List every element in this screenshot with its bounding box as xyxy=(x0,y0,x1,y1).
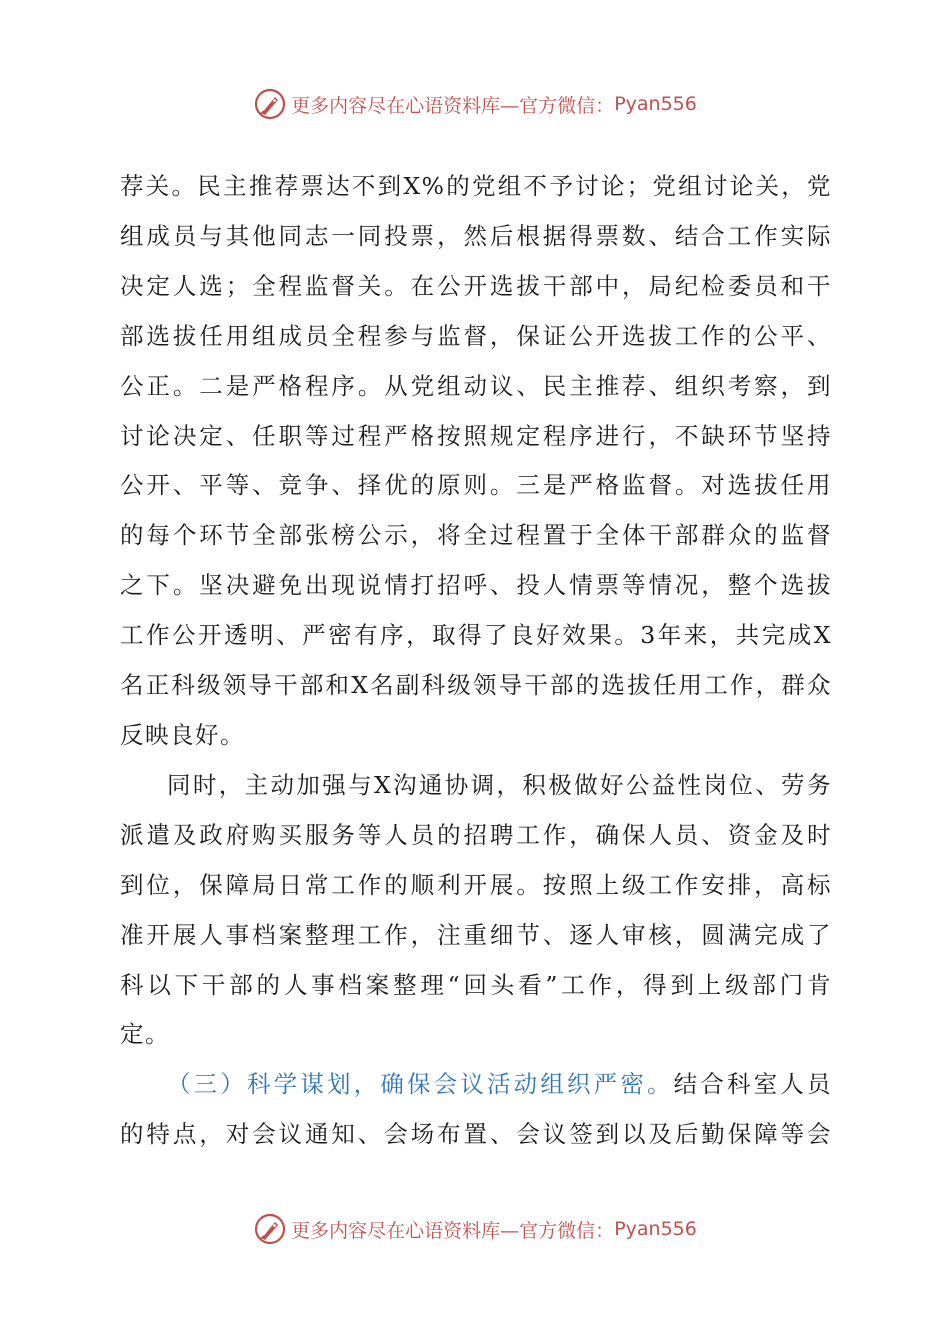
p2-line: 准开展人事档案整理工作，注重细节、逐人审核，圆满完成了 xyxy=(120,920,832,949)
banner-official: 官方微信： xyxy=(519,94,615,117)
p2-line: 同时，主动加强与X沟通协调，积极做好公益性岗位、劳务 xyxy=(167,770,832,799)
p1-line: 讨论决定、任职等过程严格按照规定程序进行，不缺环节坚持 xyxy=(120,421,832,450)
p1-line: 公正。二是严格程序。从党组动议、民主推荐、组织考察，到 xyxy=(120,371,832,400)
pen-nib-logo-icon xyxy=(253,87,287,121)
pen-nib-logo-icon xyxy=(253,1212,287,1246)
banner-text: 更多内容尽在心语资料库— xyxy=(291,94,520,117)
p1-line: 公开、平等、竞争、择优的原则。三是严格监督。对选拔任用 xyxy=(120,471,832,500)
p1-line: 荐关。民主推荐票达不到X%的党组不予讨论；党组讨论关，党 xyxy=(120,172,832,200)
banner-wechat-id: Pyan556 xyxy=(614,1218,697,1240)
p1-line: 组成员与其他同志一同投票，然后根据得票数、结合工作实际 xyxy=(120,221,832,250)
header-banner xyxy=(0,84,950,124)
p1-line: 部选拔任用组成员全程参与监督，保证公开选拔工作的公平、 xyxy=(120,321,832,350)
p1-line: 的每个环节全部张榜公示，将全过程置于全体干部群众的监督 xyxy=(120,521,832,550)
paragraph-2 xyxy=(120,761,832,1060)
p3-line: 结合科室人员 xyxy=(673,1070,833,1099)
p1-line: 工作公开透明、严密有序，取得了良好效果。3年来，共完成X xyxy=(120,621,832,650)
banner-wechat-id: Pyan556 xyxy=(614,93,697,115)
p2-line: 派遣及政府购买服务等人员的招聘工作，确保人员、资金及时 xyxy=(120,820,832,849)
section-heading: （三）科学谋划，确保会议活动组织严密。 xyxy=(167,1070,674,1099)
document-body xyxy=(120,162,832,1160)
p2-line: 到位，保障局日常工作的顺利开展。按照上级工作安排，高标 xyxy=(120,870,832,899)
banner-official: 官方微信： xyxy=(519,1219,615,1242)
footer-banner xyxy=(0,1209,950,1249)
p1-line: 名正科级领导干部和X名副科级领导干部的选拔任用工作，群众 xyxy=(120,671,832,700)
heading-line xyxy=(120,1060,832,1110)
paragraph-3 xyxy=(120,1060,832,1160)
p3-line: 的特点，对会议通知、会场布置、会议签到以及后勤保障等会 xyxy=(120,1120,832,1149)
p1-line: 决定人选；全程监督关。在公开选拔干部中，局纪检委员和干 xyxy=(120,271,832,300)
p2-last-line: 定。 xyxy=(120,1020,170,1049)
p1-line: 之下。坚决避免出现说情打招呼、投人情票等情况，整个选拔 xyxy=(120,571,832,600)
p1-last-line: 反映良好。 xyxy=(120,720,245,749)
paragraph-1 xyxy=(120,162,832,761)
banner-text: 更多内容尽在心语资料库— xyxy=(291,1219,520,1242)
p2-line: 科以下干部的人事档案整理“回头看”工作，得到上级部门肯 xyxy=(120,970,832,999)
